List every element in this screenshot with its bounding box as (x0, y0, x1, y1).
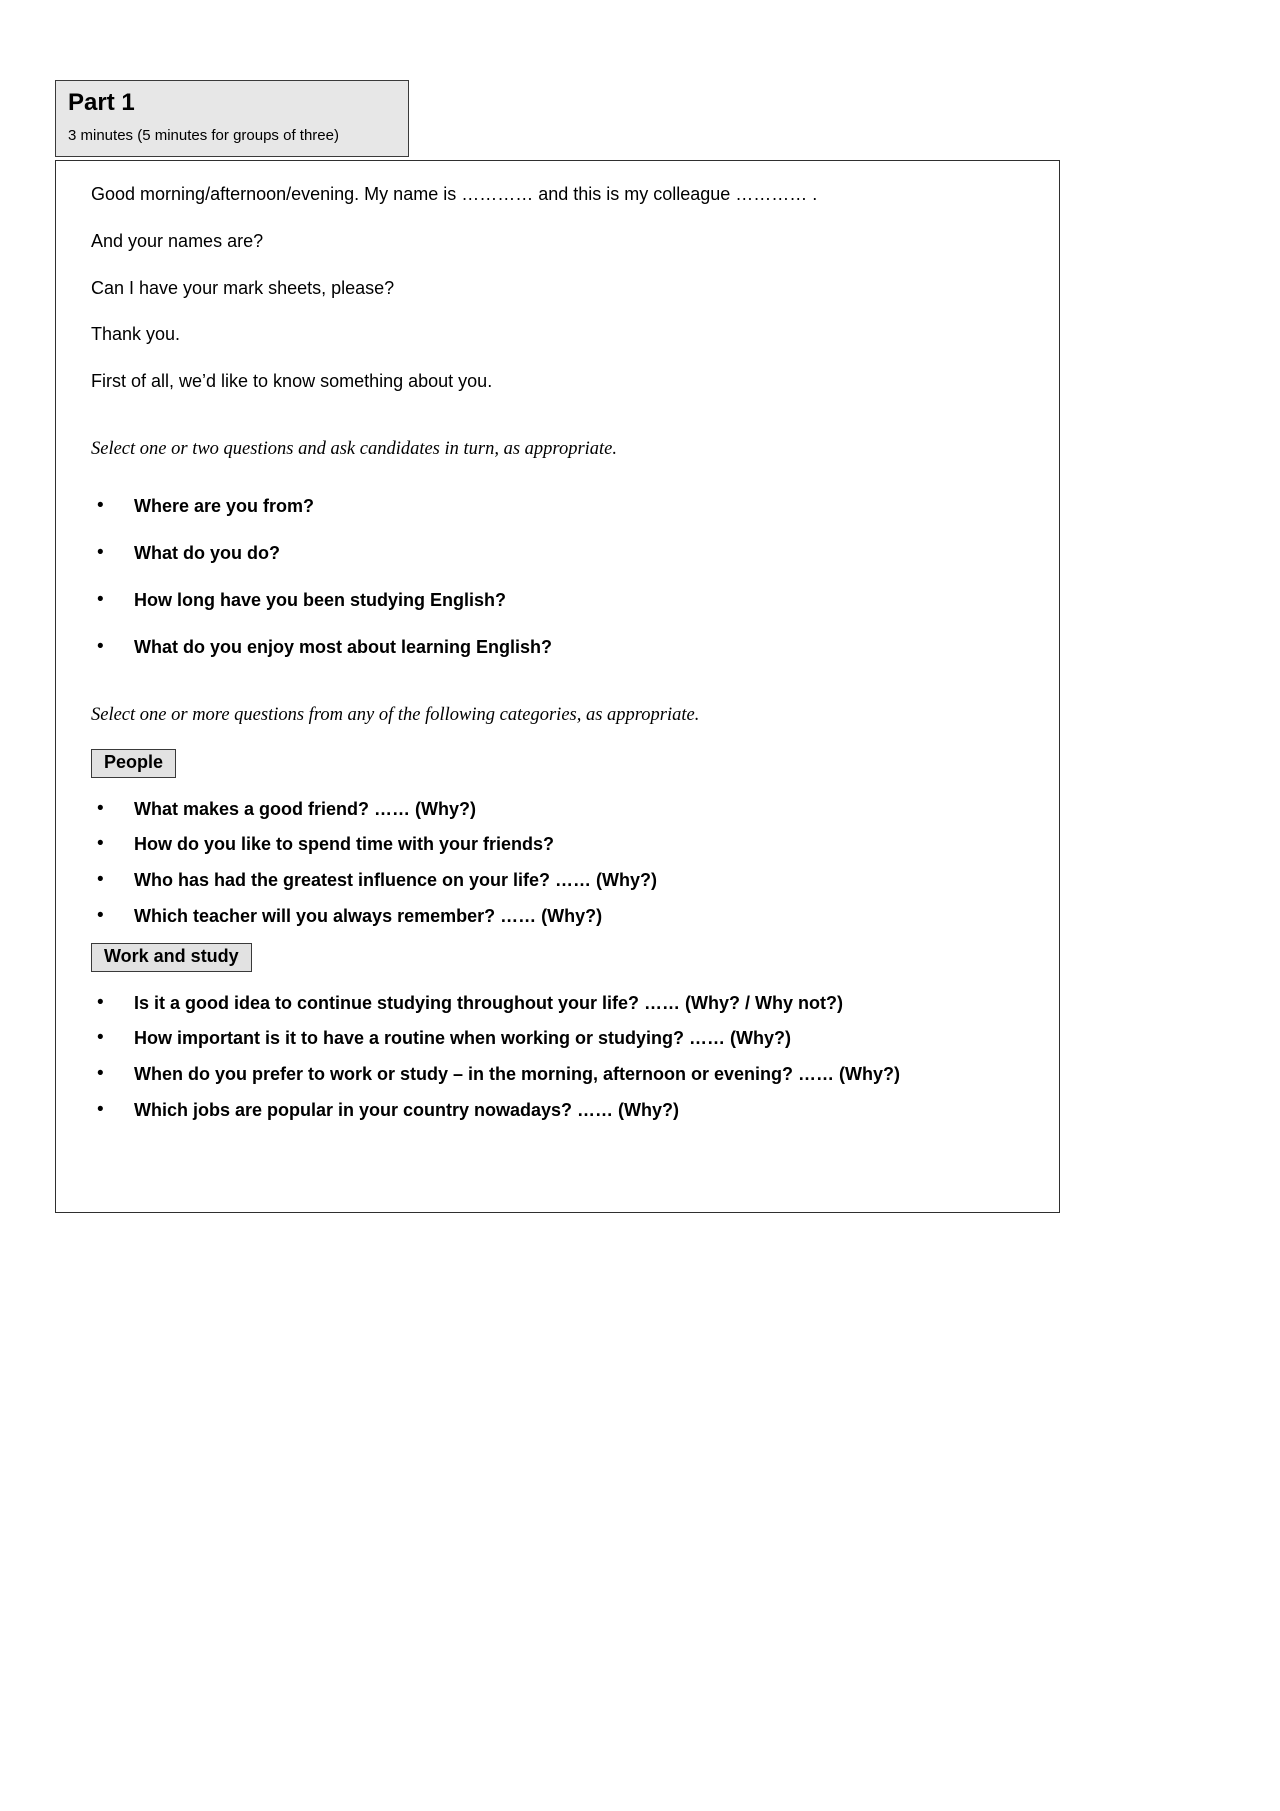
people-question: • Who has had the greatest influence on your life? …… (Why?) (91, 871, 1029, 891)
work-question: • Is it a good idea to continue studying throughout your life? …… (Why? / Why not?) (91, 994, 1029, 1014)
category-work-and-study (91, 943, 1029, 1121)
intro-line: Good morning/afternoon/evening. My name is ………… and this is my colleague ………… . (91, 184, 818, 204)
examiner-instruction-warmup: Select one or two questions and ask candidates in turn, as appropriate. (91, 438, 618, 459)
warmup-question: • Where are you from? (91, 497, 1029, 517)
people-question-list (91, 800, 1029, 927)
warmup-question-list (91, 497, 1029, 657)
part-header-box (55, 80, 409, 157)
intro-line: Can I have your mark sheets, please? (91, 277, 395, 298)
warmup-question: • How long have you been studying English? (91, 591, 1029, 611)
work-question-list (91, 994, 1029, 1121)
people-question: • What makes a good friend? …… (Why?) (91, 800, 1029, 820)
intro-line: First of all, we’d like to know something about you. (91, 371, 493, 392)
category-label-work-and-study: Work and study (91, 943, 252, 972)
examiner-script-box (55, 160, 1060, 1213)
category-people (91, 749, 1029, 927)
work-question: • How important is it to have a routine when working or studying? …… (Why?) (91, 1029, 1029, 1049)
examiner-instruction-categories: Select one or more questions from any of the following categories, as appropriate. (91, 704, 700, 725)
part-timing-note: 3 minutes (5 minutes for groups of three) (68, 127, 339, 145)
warmup-question: • What do you enjoy most about learning English? (91, 638, 1029, 658)
work-question: • When do you prefer to work or study – in the morning, afternoon or evening? …… (Why?) (91, 1065, 1029, 1085)
category-label-people: People (91, 749, 176, 778)
intro-line: Thank you. (91, 324, 181, 345)
people-question: • Which teacher will you always remember? …… (Why?) (91, 907, 1029, 927)
intro-line: And your names are? (91, 230, 264, 251)
work-question: • Which jobs are popular in your country nowadays? …… (Why?) (91, 1101, 1029, 1121)
warmup-question: • What do you do? (91, 544, 1029, 564)
people-question: • How do you like to spend time with your friends? (91, 835, 1029, 855)
part-title: Part 1 (68, 89, 135, 116)
